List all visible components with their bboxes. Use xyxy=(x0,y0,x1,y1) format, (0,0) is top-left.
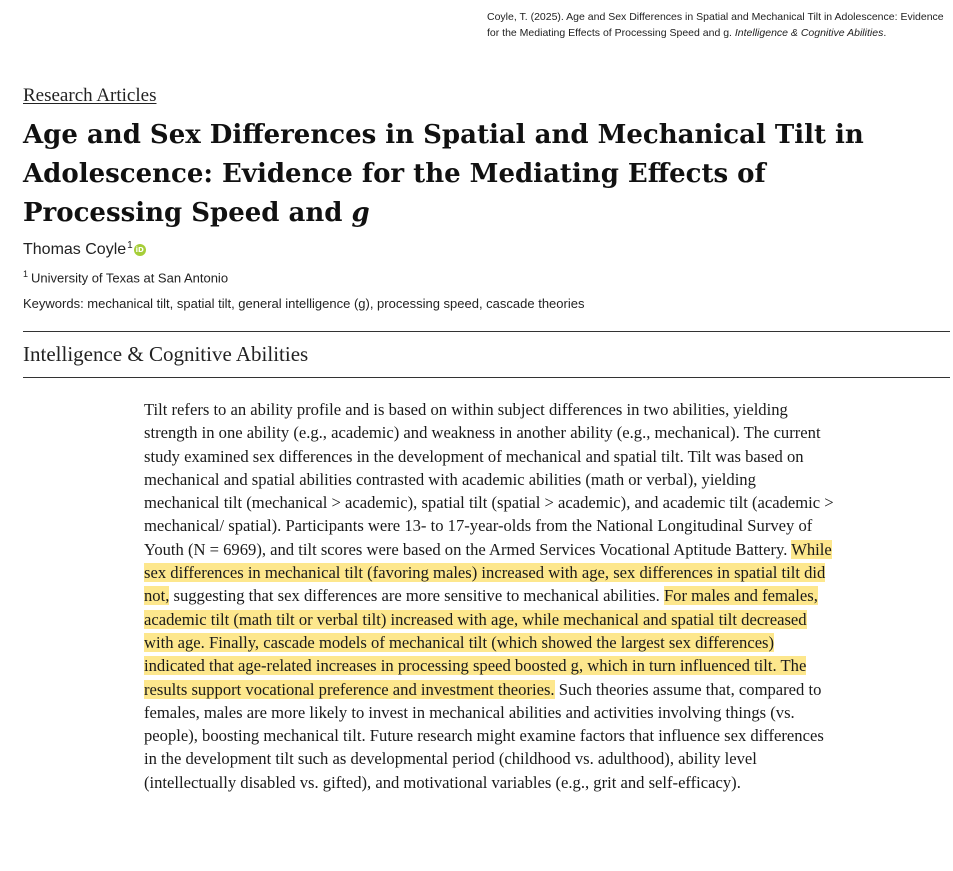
author-line xyxy=(23,241,146,259)
abstract-part3: Such theories assume that, compared to females, males are more likely to invest in mechanical abilities and activities involving things (vs. people), boosting mechanical tilt. Future research might examine factors that influence sex differences in the development tilt such as developmental period (childhood vs. adulthood), ability level (intellectually disabled vs. gifted), and motivational variables (e.g., grit and self-efficacy). xyxy=(144,679,824,792)
affiliation xyxy=(23,269,228,285)
affiliation-name: University of Texas at San Antonio xyxy=(31,270,229,286)
title-main: Age and Sex Differences in Spatial and Mechanical Tilt in Adolescence: Evidence for the Mediating Effects of Processing Speed and xyxy=(23,120,864,228)
abstract-part1: Tilt refers to an ability profile and is based on within subject differences in two abilities, yielding strength in one ability (e.g., academic) and weakness in another ability (e.g., mechanical). The current study examined sex differences in the development of mechanical and spatial tilt. Tilt was based on mechanical and spatial abilities contrasted with academic abilities (math or verbal), yielding mechanical tilt (mechanical > academic), spatial tilt (spatial > academic), and academic tilt (academic > mechanical/ spatial). Participants were 13- to 17-year-olds from the National Longitudinal Survey of Youth (N = 6969), and tilt scores were based on the Armed Services Vocational Aptitude Battery. xyxy=(144,400,834,559)
affiliation-marker: 1 xyxy=(23,269,29,279)
author-affiliation-marker: 1 xyxy=(127,240,133,251)
divider-bottom xyxy=(23,377,950,378)
article-title xyxy=(23,116,923,233)
abstract-part2: suggesting that sex differences are more sensitive to mechanical abilities. xyxy=(169,586,664,606)
title-g: g xyxy=(351,198,370,228)
citation-journal: Intelligence & Cognitive Abilities xyxy=(734,27,884,39)
citation-block xyxy=(487,9,949,41)
abstract xyxy=(144,398,834,794)
author-name[interactable]: Thomas Coyle xyxy=(23,241,127,258)
orcid-icon[interactable]: iD xyxy=(135,246,144,254)
abstract-highlight-1[interactable]: While sex differences in mechanical tilt (favoring males) increased with age, sex differences in spatial tilt did not, xyxy=(144,539,832,606)
section-link-research-articles[interactable]: Research Articles xyxy=(23,85,157,106)
abstract-highlight-2[interactable]: For males and females, academic tilt (math tilt or verbal tilt) increased with age, while mechanical and spatial tilt decreased with age. Finally, cascade models of mechanical tilt (which showed the largest sex differences) indicated that age-related increases in processing speed boosted g, which in turn influenced tilt. The results support vocational preference and investment theories. xyxy=(144,586,818,699)
journal-name: Intelligence & Cognitive Abilities xyxy=(23,342,309,366)
divider-top xyxy=(23,331,950,332)
citation-end: . xyxy=(883,27,887,39)
citation-text: Coyle, T. (2025). Age and Sex Differences in Spatial and Mechanical Tilt in Adolescence: Evidence for the Mediating Effects of Processing Speed and g. xyxy=(487,11,944,39)
keywords: Keywords: mechanical tilt, spatial tilt, general intelligence (g), processing speed, cascade theories xyxy=(23,296,585,311)
